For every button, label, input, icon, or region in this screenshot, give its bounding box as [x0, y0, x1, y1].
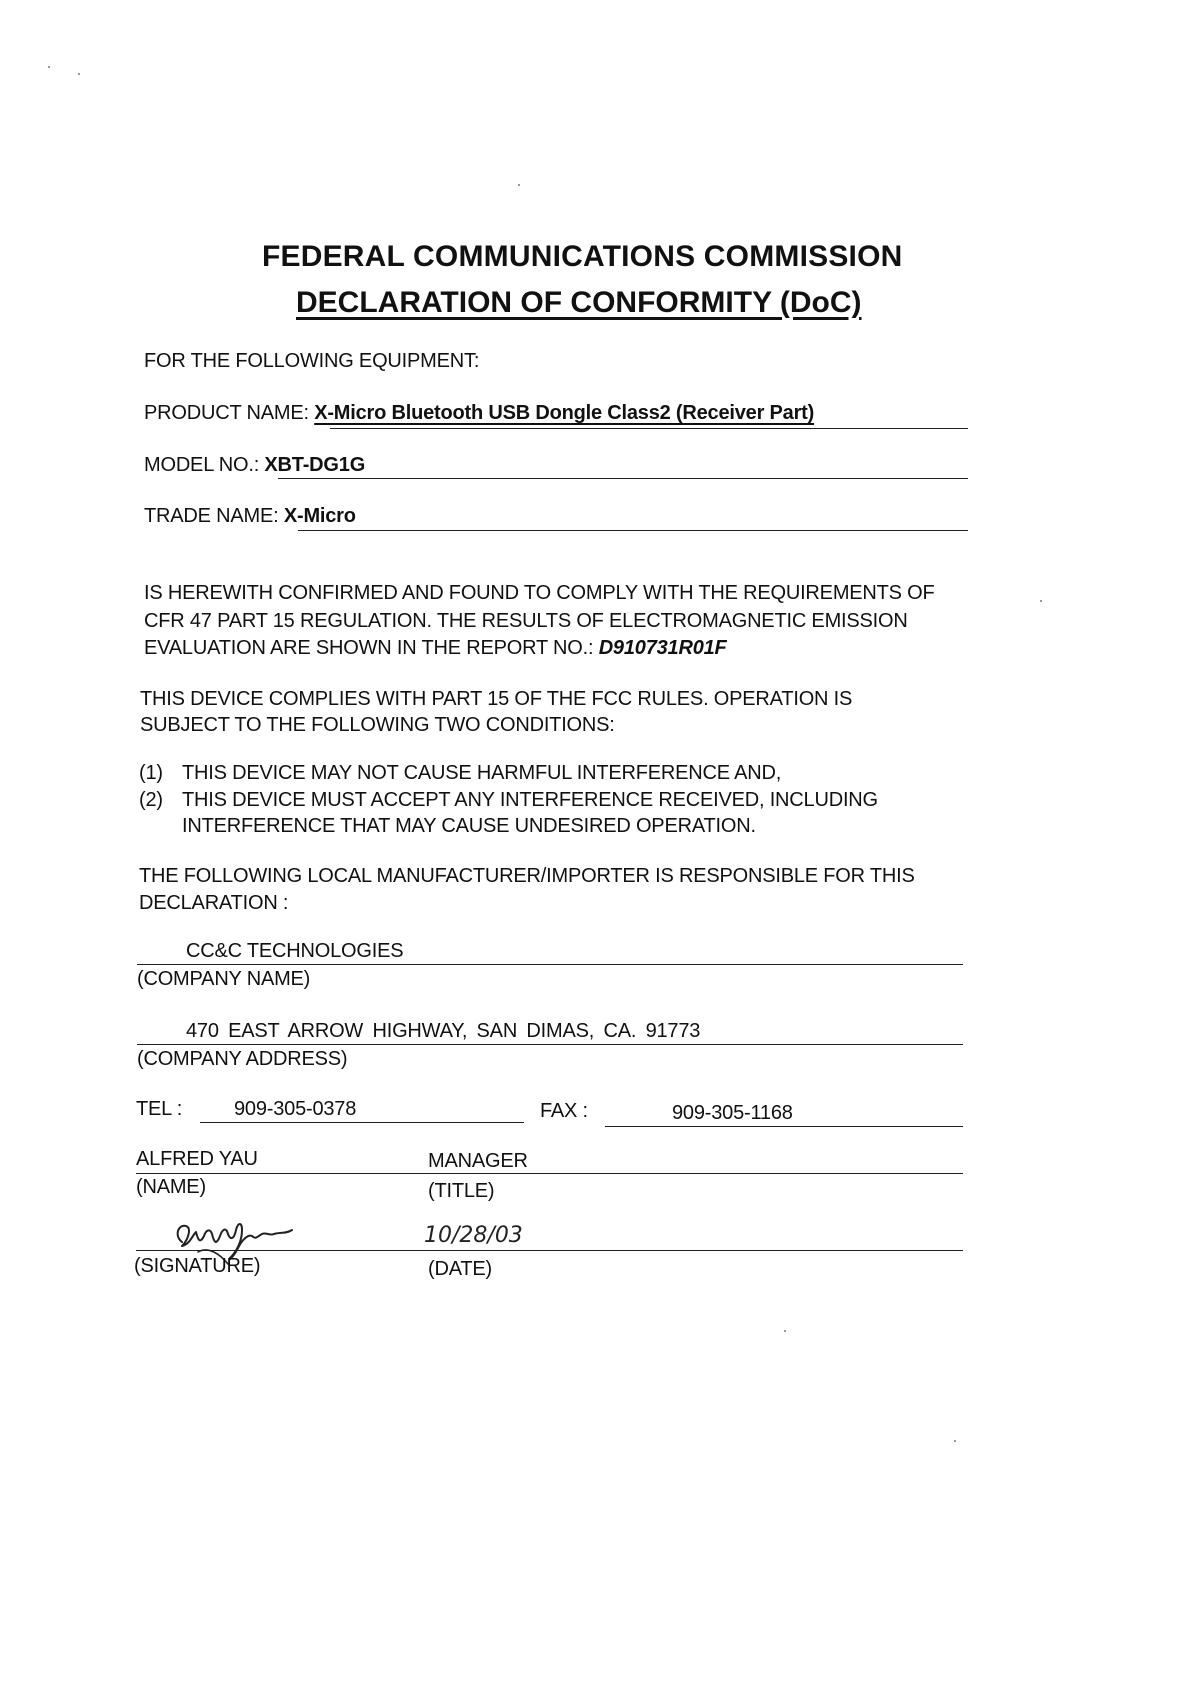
scan-speck	[784, 1330, 786, 1332]
condition-2-number: (2)	[139, 789, 163, 811]
page-subtitle: DECLARATION OF CONFORMITY (DoC)	[296, 286, 862, 319]
company-address-rule	[137, 1044, 963, 1045]
tel-value: 909-305-0378	[234, 1098, 357, 1120]
tel-rule	[200, 1122, 524, 1123]
confirm-line-2: CFR 47 PART 15 REGULATION. THE RESULTS OF ELECTROMAGNETIC EMISSION	[144, 610, 908, 632]
model-no-rule	[278, 478, 968, 479]
complies-line-2: SUBJECT TO THE FOLLOWING TWO CONDITIONS:	[140, 714, 615, 736]
name-title-rule	[136, 1173, 963, 1174]
confirm-line-1: IS HEREWITH CONFIRMED AND FOUND TO COMPLY WITH THE REQUIREMENTS OF	[144, 582, 935, 604]
company-name-label: (COMPANY NAME)	[137, 968, 311, 990]
handwritten-date-text: 10/28/03	[424, 1223, 523, 1248]
scan-speck	[1040, 600, 1042, 602]
condition-2-text-cont: INTERFERENCE THAT MAY CAUSE UNDESIRED OPERATION.	[182, 815, 756, 837]
company-name-value: CC&C TECHNOLOGIES	[186, 940, 404, 962]
signature-date-rule	[136, 1250, 963, 1251]
condition-1-text: THIS DEVICE MAY NOT CAUSE HARMFUL INTERFERENCE AND,	[182, 762, 782, 784]
company-address-label: (COMPANY ADDRESS)	[137, 1048, 348, 1070]
report-number: D910731R01F	[598, 637, 727, 659]
tel-label: TEL :	[136, 1098, 183, 1120]
trade-name-label: TRADE NAME:	[144, 505, 279, 527]
trade-name-rule	[298, 530, 968, 531]
condition-1-number: (1)	[139, 762, 163, 784]
product-name-field	[144, 402, 814, 425]
fax-value: 909-305-1168	[672, 1102, 793, 1124]
product-name-label: PRODUCT NAME:	[144, 402, 309, 424]
intro-text: FOR THE FOLLOWING EQUIPMENT:	[144, 350, 480, 372]
name-value: ALFRED YAU	[136, 1148, 258, 1170]
trade-name-field	[144, 505, 356, 528]
responsible-line-2: DECLARATION :	[139, 892, 289, 914]
date-label: (DATE)	[428, 1258, 492, 1280]
title-value: MANAGER	[428, 1150, 528, 1172]
model-no-label: MODEL NO.:	[144, 454, 260, 476]
scan-speck	[518, 184, 520, 186]
responsible-line-1: THE FOLLOWING LOCAL MANUFACTURER/IMPORTER IS RESPONSIBLE FOR THIS	[139, 865, 915, 887]
company-address-value: 470 EAST ARROW HIGHWAY, SAN DIMAS, CA. 91773	[186, 1020, 701, 1042]
page-title: FEDERAL COMMUNICATIONS COMMISSION	[262, 240, 903, 273]
signature-label: (SIGNATURE)	[134, 1255, 261, 1277]
scan-speck	[78, 73, 80, 75]
confirm-line-3-text: EVALUATION ARE SHOWN IN THE REPORT NO.:	[144, 637, 594, 659]
scan-speck	[954, 1440, 956, 1442]
product-name-rule	[330, 428, 968, 429]
company-name-rule	[137, 964, 963, 965]
model-no-value: XBT-DG1G	[264, 454, 366, 476]
model-no-field	[144, 454, 365, 477]
scan-speck	[48, 66, 50, 68]
fax-rule	[605, 1126, 963, 1127]
name-label: (NAME)	[136, 1176, 206, 1198]
confirm-line-3	[144, 637, 727, 660]
fax-label: FAX :	[540, 1100, 588, 1122]
trade-name-value: X-Micro	[283, 505, 356, 527]
condition-2-text: THIS DEVICE MUST ACCEPT ANY INTERFERENCE RECEIVED, INCLUDING	[182, 789, 878, 811]
complies-line-1: THIS DEVICE COMPLIES WITH PART 15 OF THE FCC RULES. OPERATION IS	[140, 688, 853, 710]
title-label: (TITLE)	[428, 1180, 495, 1202]
product-name-value: X-Micro Bluetooth USB Dongle Class2 (Receiver Part)	[314, 402, 815, 424]
